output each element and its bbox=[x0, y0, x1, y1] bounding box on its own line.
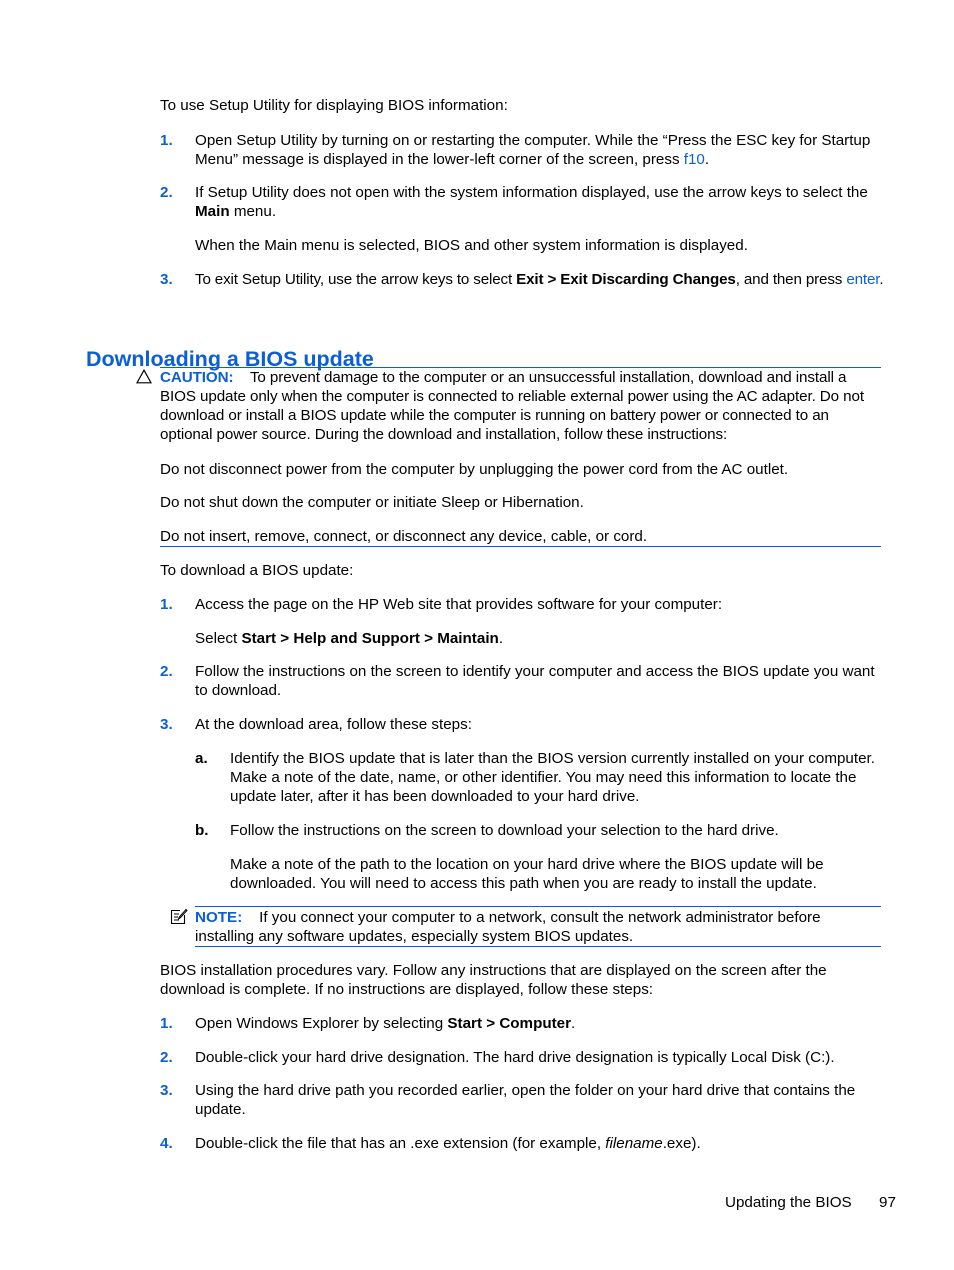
page-number: 97 bbox=[879, 1194, 896, 1211]
step-number: 1. bbox=[160, 596, 173, 613]
note-pencil-icon bbox=[170, 908, 188, 925]
caution-triangle-icon bbox=[136, 369, 152, 384]
caution-label: CAUTION: bbox=[160, 369, 234, 386]
setup-step-2-detail: When the Main menu is selected, BIOS and other system information is displayed. bbox=[195, 237, 748, 254]
setup-step-2: If Setup Utility does not open with the system information displayed, use the arrow keys to select the Main menu. bbox=[195, 184, 868, 220]
note-bottom-rule bbox=[195, 946, 881, 947]
download-step-2: Follow the instructions on the screen to identify your computer and access the BIOS update you want to download. bbox=[195, 663, 875, 699]
substep-b: Follow the instructions on the screen to download your selection to the hard drive. bbox=[230, 822, 779, 839]
download-step-1: Access the page on the HP Web site that provides software for your computer: bbox=[195, 596, 723, 613]
f10-key-link[interactable]: f10 bbox=[683, 151, 705, 168]
step-number: 3. bbox=[160, 271, 173, 288]
note-top-rule bbox=[195, 906, 881, 907]
substep-letter: a. bbox=[195, 750, 208, 767]
caution-item-2: Do not shut down the computer or initiate Sleep or Hibernation. bbox=[160, 494, 584, 511]
section-heading: Downloading a BIOS update bbox=[86, 346, 374, 371]
substep-b-detail: Make a note of the path to the location on your hard drive where the BIOS update will be downloaded. You will need to access this path when you are ready to install the update. bbox=[230, 856, 824, 892]
caution-text: CAUTION: To prevent damage to the computer or an unsuccessful installation, download and install a BIOS update only when the computer is connected to reliable external power using the AC adapter. Do not download or install a BIOS update while the computer is running on battery power or connected to an optional power source. During the download and installation, follow these instructions: bbox=[160, 369, 864, 443]
step-number: 2. bbox=[160, 184, 173, 201]
step-number: 1. bbox=[160, 1015, 173, 1032]
setup-step-1: Open Setup Utility by turning on or restarting the computer. While the “Press the ESC key for Startup Menu” message is displayed in the lower-left corner of the screen, press f10. bbox=[195, 132, 871, 168]
substep-a: Identify the BIOS update that is later than the BIOS version currently installed on your computer. Make a note of the date, name, or other identifier. You may need this information to locate the update later, after it has been downloaded to your hard drive. bbox=[230, 750, 875, 805]
download-step-1-detail: Select Start > Help and Support > Maintain. bbox=[195, 630, 504, 647]
footer-section-title: Updating the BIOS bbox=[725, 1194, 852, 1211]
enter-key-link[interactable]: enter bbox=[846, 271, 880, 288]
caution-item-3: Do not insert, remove, connect, or disconnect any device, cable, or cord. bbox=[160, 528, 648, 545]
substep-letter: b. bbox=[195, 822, 209, 839]
note-label: NOTE: bbox=[195, 909, 243, 926]
step-number: 3. bbox=[160, 716, 173, 733]
install-step-1: Open Windows Explorer by selecting Start > Computer. bbox=[195, 1015, 576, 1032]
step-number: 2. bbox=[160, 663, 173, 680]
step-number: 4. bbox=[160, 1135, 173, 1152]
setup-step-3: To exit Setup Utility, use the arrow keys to select Exit > Exit Discarding Changes, and then press enter. bbox=[195, 271, 884, 288]
download-step-3: At the download area, follow these steps: bbox=[195, 716, 472, 733]
note-text: NOTE: If you connect your computer to a network, consult the network administrator before installing any software updates, especially system BIOS updates. bbox=[195, 909, 821, 945]
caution-item-1: Do not disconnect power from the computer by unplugging the power cord from the AC outlet. bbox=[160, 461, 789, 478]
download-intro: To download a BIOS update: bbox=[160, 562, 354, 579]
install-step-2: Double-click your hard drive designation. The hard drive designation is typically Local Disk (C:). bbox=[195, 1049, 835, 1066]
step-number: 2. bbox=[160, 1049, 173, 1066]
install-step-4: Double-click the file that has an .exe extension (for example, filename.exe). bbox=[195, 1135, 701, 1152]
caution-bottom-rule bbox=[160, 546, 881, 547]
step-number: 3. bbox=[160, 1082, 173, 1099]
install-step-3: Using the hard drive path you recorded earlier, open the folder on your hard drive that contains the update. bbox=[195, 1082, 856, 1118]
step-number: 1. bbox=[160, 132, 173, 149]
intro-paragraph: To use Setup Utility for displaying BIOS information: bbox=[160, 97, 508, 114]
install-intro: BIOS installation procedures vary. Follow any instructions that are displayed on the screen after the download is complete. If no instructions are displayed, follow these steps: bbox=[160, 962, 827, 998]
